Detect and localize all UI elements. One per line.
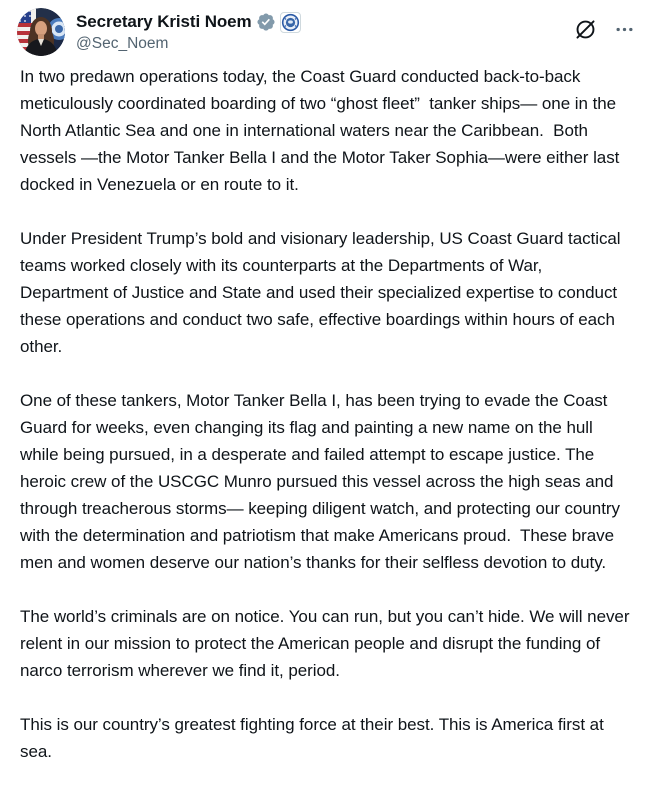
post-paragraph-2: Under President Trump’s bold and visionary leadership, US Coast Guard tactical teams worked closely with its counterparts at the Departments of War, Department of Justice and State and used their specialized expertise to conduct these operations and conduct two safe, effective boardings within hours of each other. (20, 229, 626, 356)
avatar[interactable] (17, 8, 65, 56)
tweet-header (0, 0, 650, 56)
post-paragraph-1: In two predawn operations today, the Coast Guard conducted back-to-back meticulously coordinated boarding of two “ghost fleet” tanker ships— one in the North Atlantic Sea and one in international waters near the Caribbean. Both vessels —the Motor Tanker Bella I and the Motor Taker Sophia—were either last docked in Venezuela or en route to it. (20, 67, 625, 194)
post-paragraph-5: This is our country’s greatest fighting force at their best. This is America first at sea. (20, 715, 609, 761)
display-name[interactable]: Secretary Kristi Noem (76, 12, 252, 31)
post-paragraph-4: The world’s criminals are on notice. You can run, but you can’t hide. We will never relent in our mission to protect the American people and disrupt the funding of narco terrorism wherever we find it, period. (20, 607, 635, 680)
author-block (76, 8, 572, 54)
avatar-image (17, 8, 65, 56)
post-paragraph-3: One of these tankers, Motor Tanker Bella I, has been trying to evade the Coast Guard for weeks, even changing its flag and painting a new name on the hull while being pursued, in a desperate and failed attempt to escape justice. The heroic crew of the USCGC Munro pursued this vessel across the high seas and through treacherous storms— keeping diligent watch, and protecting our country with the determination and patriotism that make Americans proud. These brave men and women deserve our nation’s thanks for their selfless devotion to duty. (20, 391, 625, 572)
ellipsis-icon (615, 20, 634, 39)
verified-badge-icon (256, 12, 276, 32)
header-actions (572, 8, 636, 43)
grok-slashed-circle-icon (574, 18, 597, 41)
tweet-body (0, 56, 650, 765)
grok-button[interactable] (572, 16, 599, 43)
user-handle: @Sec_Noem (76, 35, 169, 52)
affiliate-badge-icon[interactable] (280, 12, 301, 33)
more-button[interactable] (613, 18, 636, 41)
